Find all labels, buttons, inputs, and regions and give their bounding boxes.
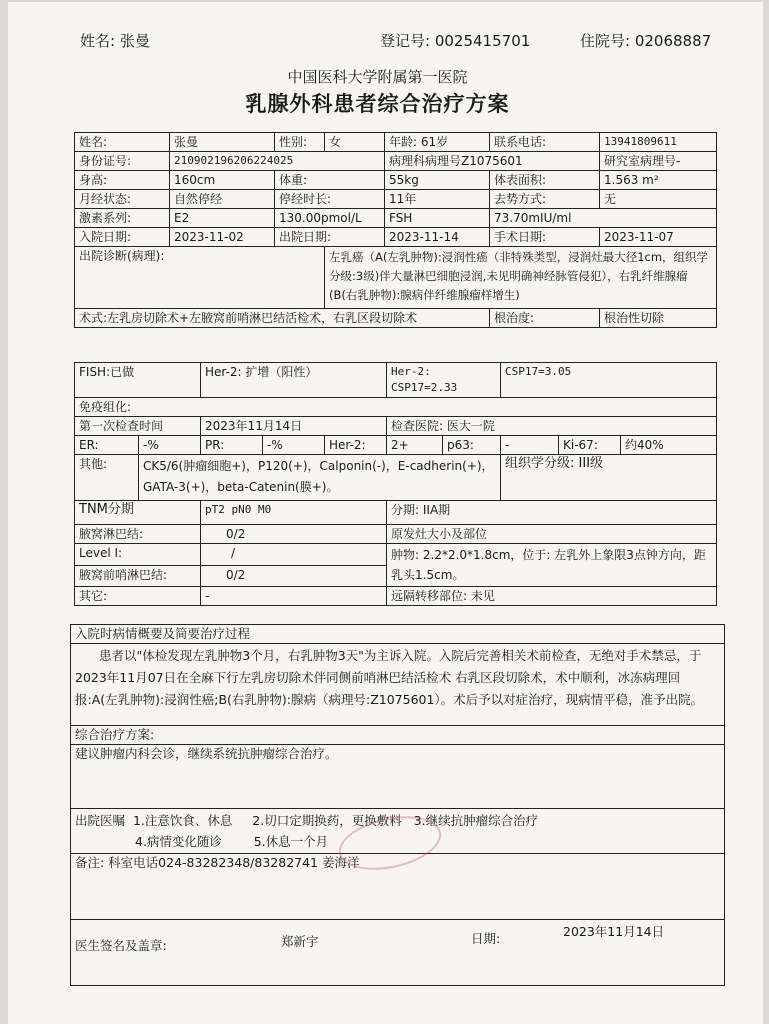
menstrual-label: 月经状态: xyxy=(75,190,170,209)
sex-value: 女 xyxy=(325,133,385,152)
e2-value: 130.00pmol/L xyxy=(275,209,385,228)
signature-label: 医生签名及盖章: xyxy=(75,938,167,953)
primary-size-label: 原发灶大小及部位 xyxy=(387,525,717,544)
her2-fish: Her-2: 扩增（阳性） xyxy=(201,363,387,398)
header-reg: 登记号: 0025415701 xyxy=(380,32,531,50)
header-name: 姓名: 张曼 xyxy=(80,32,150,50)
height-value: 160cm xyxy=(170,171,275,190)
histologic-grade: 组织学分级: III级 xyxy=(501,455,717,501)
surgery-procedure: 术式:左乳房切除术+左腋窝前哨淋巴结活检术，右乳区段切除术 xyxy=(75,309,490,328)
tnm-value: pT2 pN0 M0 xyxy=(201,501,387,525)
ki67-value: 约40% xyxy=(621,436,717,455)
hospital-name: 中国医科大学附属第一医院 xyxy=(287,68,468,86)
menstrual-value: 自然停经 xyxy=(170,190,275,209)
signature-row xyxy=(71,920,725,986)
other-label: 其他: xyxy=(75,455,139,501)
other2-value: - xyxy=(201,587,387,606)
hormone-label: 激素系列: xyxy=(75,209,170,228)
first-exam-date: 2023年11月14日 xyxy=(201,417,387,436)
level1-label: Level I: xyxy=(75,544,201,566)
admit-label: 入院日期: xyxy=(75,228,170,247)
metastasis: 远隔转移部位: 未见 xyxy=(387,587,717,606)
pathology-no: 病理科病理号Z1075601 xyxy=(385,152,600,171)
tnm-label: TNM分期 xyxy=(75,501,201,525)
exam-hospital: 检查医院: 医大一院 xyxy=(387,417,717,436)
date-label: 日期: xyxy=(471,931,501,946)
her2-label: Her-2: xyxy=(325,436,387,455)
sex-label: 性别: xyxy=(275,133,325,152)
er-value: -% xyxy=(139,436,201,455)
p63-label: p63: xyxy=(443,436,501,455)
other-markers: CK5/6(肿瘤细胞+)，P120(+)，Calponin(-)，E-cadherin(+)，GATA-3(+)，beta-Catenin(膜+)。 xyxy=(139,455,501,501)
doctor-name: 郑新宇 xyxy=(281,934,319,949)
bsa-label: 体表面积: xyxy=(490,171,600,190)
sign-date: 2023年11月14日 xyxy=(563,924,665,939)
plan-text: 建议肿瘤内科会诊，继续系统抗肿瘤综合治疗。 xyxy=(71,745,725,809)
her2-value: 2+ xyxy=(387,436,443,455)
fish-status: FISH:已做 xyxy=(75,363,201,398)
remarks: 备注: 科室电话024-83282348/83282741 姜海洋 xyxy=(71,854,725,920)
surgery-date-value: 2023-11-07 xyxy=(600,228,717,247)
surgery-date-label: 手术日期: xyxy=(490,228,600,247)
first-exam-label: 第一次检查时间 xyxy=(75,417,201,436)
fsh-value: 73.70mIU/ml xyxy=(490,209,717,228)
radical-value: 根治性切除 xyxy=(600,309,717,328)
csp17-value: CSP17=3.05 xyxy=(501,363,717,398)
ovx-label: 去势方式: xyxy=(490,190,600,209)
course-table xyxy=(70,624,725,986)
pr-label: PR: xyxy=(201,436,263,455)
ovx-value: 无 xyxy=(600,190,717,209)
primary-size-value: 肿物: 2.2*2.0*1.8cm，位于: 左乳外上象限3点钟方向，距乳头1.5cm。 xyxy=(387,544,717,587)
admit-value: 2023-11-02 xyxy=(170,228,275,247)
menopause-length-label: 停经时长: xyxy=(275,190,385,209)
id-label: 身份证号: xyxy=(75,152,170,171)
diagnosis-label: 出院诊断(病理): xyxy=(75,247,325,309)
lab-pathology-no: 研究室病理号- xyxy=(600,152,717,171)
bsa-value: 1.563 m² xyxy=(600,171,717,190)
level1-value: / xyxy=(201,544,387,566)
id-value: 210902196206224025 xyxy=(170,152,385,171)
stage-value: 分期: IIA期 xyxy=(387,501,717,525)
e2-name: E2 xyxy=(170,209,275,228)
er-label: ER: xyxy=(75,436,139,455)
weight-value: 55kg xyxy=(385,171,490,190)
height-label: 身高: xyxy=(75,171,170,190)
age-cell: 年龄: 61岁 xyxy=(385,133,490,152)
p63-value: - xyxy=(501,436,559,455)
radical-label: 根治度: xyxy=(490,309,600,328)
fsh-name: FSH xyxy=(385,209,490,228)
pr-value: -% xyxy=(263,436,325,455)
menopause-length-value: 11年 xyxy=(385,190,490,209)
name-label: 姓名: xyxy=(75,133,170,152)
course-label: 入院时病情概要及简要治疗过程 xyxy=(71,625,725,644)
discharge-value: 2023-11-14 xyxy=(385,228,490,247)
plan-label: 综合治疗方案: xyxy=(71,726,725,745)
sentinel-value: 0/2 xyxy=(201,565,387,587)
header-inpatient: 住院号: 02068887 xyxy=(580,32,712,50)
ihc-label: 免疫组化: xyxy=(75,398,717,417)
discharge-advice: 出院医嘱 1.注意饮食、休息 2.切口定期换药，更换敷料 3.继续抗肿瘤综合治疗 4.病情变化随诊 5.休息一个月 xyxy=(71,809,725,854)
name-value: 张曼 xyxy=(170,133,275,152)
sentinel-label: 腋窝前哨淋巴结: xyxy=(75,565,201,587)
axillary-label: 腋窝淋巴结: xyxy=(75,525,201,544)
document-title: 乳腺外科患者综合治疗方案 xyxy=(245,92,510,116)
diagnosis-value: 左乳癌（A(左乳肿物):浸润性癌（非特殊类型，浸润灶最大径1cm，组织学分级:3级)伴大量淋巴细胞浸润,未见明确神经脉管侵犯），右乳纤维腺瘤(B(右乳肿物):腺病伴纤维腺瘤样增生) xyxy=(325,247,717,309)
other2-label: 其它: xyxy=(75,587,201,606)
phone-label: 联系电话: xyxy=(490,133,600,152)
her2-csp17: Her-2: CSP17=2.33 xyxy=(387,363,501,398)
patient-info-table xyxy=(74,132,717,328)
axillary-value: 0/2 xyxy=(201,525,387,544)
weight-label: 体重: xyxy=(275,171,385,190)
course-text: 患者以"体检发现左乳肿物3个月，右乳肿物3天"为主诉入院。入院后完善相关术前检查，无绝对手术禁忌，于2023年11月07日在全麻下行左乳房切除术伴同侧前哨淋巴结活检术 右乳区段切除术，术中顺利，冰冻病理回报:A(左乳肿物):浸润性癌;B(右乳肿物):腺病（病理号:Z1075601）。术后予以对症治疗，现病情平稳，准予出院。 xyxy=(71,644,725,726)
ki67-label: Ki-67: xyxy=(559,436,621,455)
phone-value: 13941809611 xyxy=(600,133,717,152)
discharge-label: 出院日期: xyxy=(275,228,385,247)
pathology-table xyxy=(74,362,717,606)
